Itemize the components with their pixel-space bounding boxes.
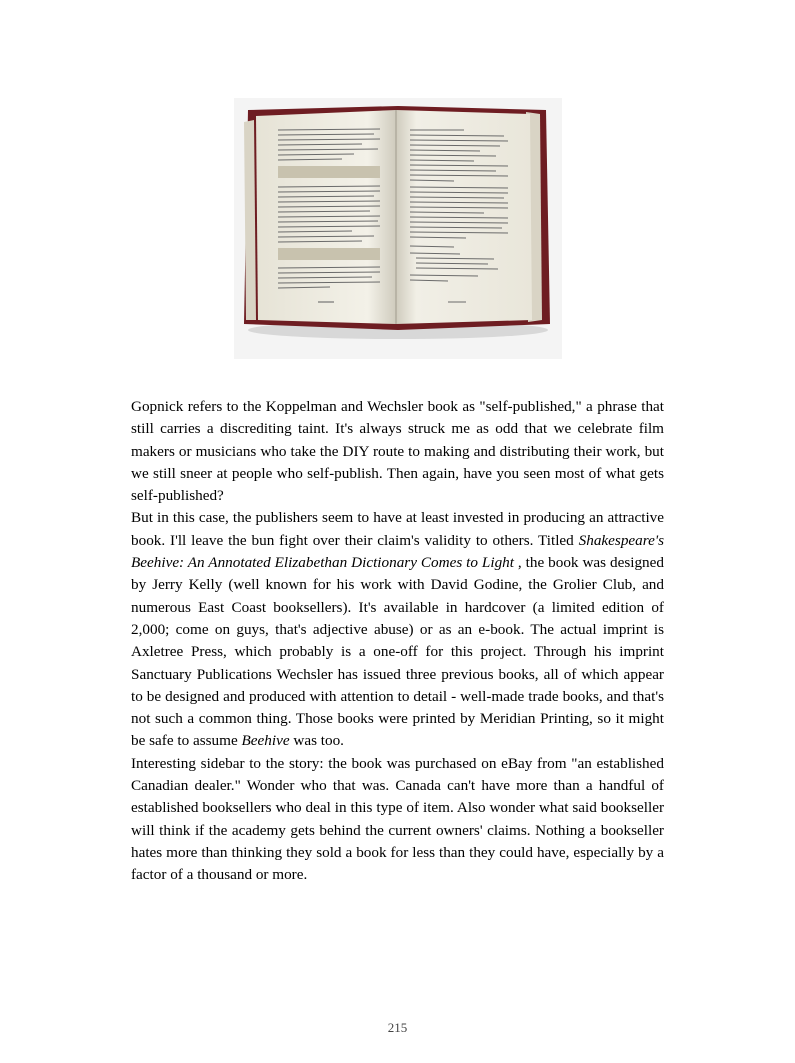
- paragraph-3: Interesting sidebar to the story: the book was purchased on eBay from "an established Canadian dealer." Wonder who that was. Canada can't have more than a handful of established booksellers who deal in this type of item. Also wonder what said bookseller will think if the academy gets behind the current owners' claims. Nothing a bookseller hates more than thinking they sold a book for less than they could have, especially by a factor of a thousand or more.: [131, 754, 664, 884]
- paragraph-2: [131, 507, 664, 752]
- paragraph-2-part-2: , the book was designed by Jerry Kelly (well known for his work with David Godine, the Grolier Club, and numerous East Coast booksellers). It's available in hardcover (a limited edition of 2,000; come on guys, that's adjective abuse) or as an e-book. The actual imprint is Axletree Press, which probably is a one-off for this project. Through his imprint Sanctuary Publications Wechsler has issued three previous books, all of which appear to be designed and produced with attention to detail - well-made trade books, and that's not such a common thing. Those books were printed by Meridian Printing, so it might be safe to assume: [131, 554, 664, 750]
- open-book-photo-icon: [234, 98, 562, 359]
- page-number: 215: [387, 1020, 408, 1035]
- book-photo: [234, 98, 562, 359]
- paragraph-2-part-3: was too.: [289, 732, 344, 750]
- paragraph-1: Gopnick refers to the Koppelman and Wechsler book as "self-published," a phrase that still carries a discrediting taint. It's always struck me as odd that we celebrate film makers or musicians who take the DIY route to making and distributing their work, but we still sneer at people who self-publish. Then again, have you seen most of what gets self-published?: [131, 398, 664, 505]
- paragraph-2-part-1: But in this case, the publishers seem to have at least invested in producing an attractive book. I'll leave the bun fight over their claim's validity to others. Titled: [131, 509, 664, 549]
- book-short-title: Beehive: [241, 732, 290, 750]
- article-body: [131, 396, 664, 887]
- book-title: Shakespeare's Beehive: An Annotated Elizabethan Dictionary Comes to Light: [131, 531, 664, 572]
